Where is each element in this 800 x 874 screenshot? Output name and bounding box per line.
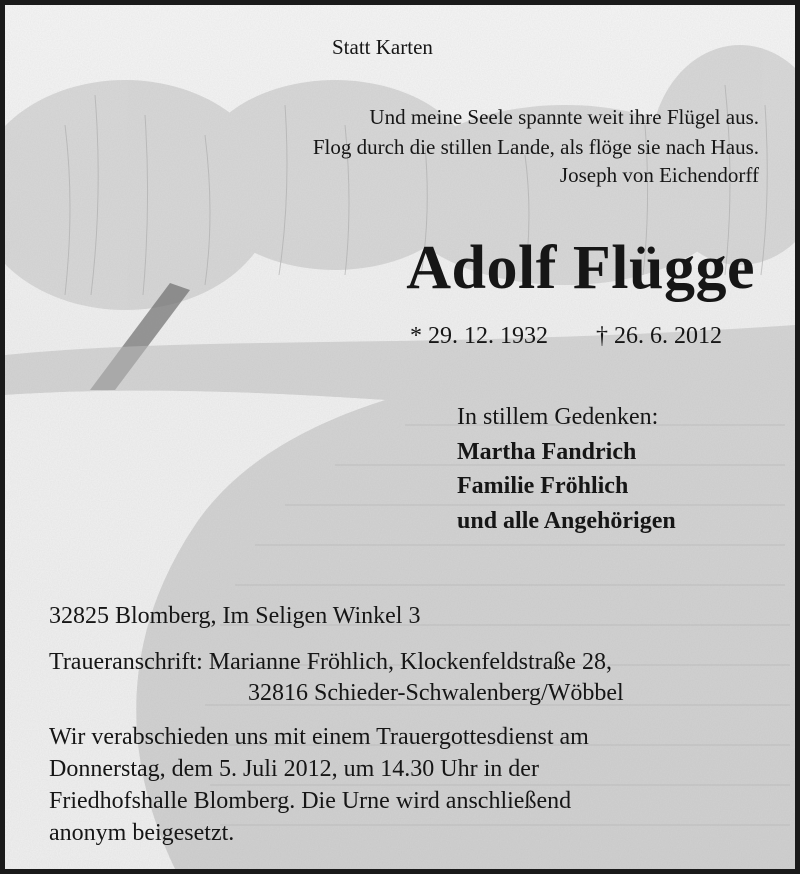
mourner-name: Familie Fröhlich bbox=[457, 473, 629, 499]
trauer-address-line-1: Traueranschrift: Marianne Fröhlich, Klockenfeldstraße 28, bbox=[49, 649, 612, 675]
home-address: 32825 Blomberg, Im Seligen Winkel 3 bbox=[49, 603, 421, 629]
service-line: Donnerstag, dem 5. Juli 2012, um 14.30 Uhr in der bbox=[49, 756, 539, 782]
statt-karten: Statt Karten bbox=[332, 35, 433, 59]
poem-line-1: Und meine Seele spannte weit ihre Flügel aus. bbox=[369, 105, 759, 129]
mourner-name: Martha Fandrich bbox=[457, 439, 637, 465]
mourners-intro: In stillem Gedenken: bbox=[457, 404, 659, 430]
mourner-name: und alle Angehörigen bbox=[457, 508, 676, 534]
service-line: anonym beigesetzt. bbox=[49, 820, 235, 846]
poem-line-2: Flog durch die stillen Lande, als flöge sie nach Haus. bbox=[312, 135, 759, 159]
birth-date: * 29. 12. 1932 bbox=[410, 323, 548, 349]
life-dates bbox=[410, 321, 722, 351]
trauer-address-line-2: 32816 Schieder-Schwalenberg/Wöbbel bbox=[248, 680, 624, 706]
service-line: Wir verabschieden uns mit einem Trauergottesdienst am bbox=[49, 724, 589, 750]
death-date: † 26. 6. 2012 bbox=[596, 323, 722, 349]
deceased-name: Adolf Flügge bbox=[406, 234, 755, 302]
service-line: Friedhofshalle Blomberg. Die Urne wird anschließend bbox=[49, 788, 572, 814]
poem-author: Joseph von Eichendorff bbox=[559, 163, 759, 187]
